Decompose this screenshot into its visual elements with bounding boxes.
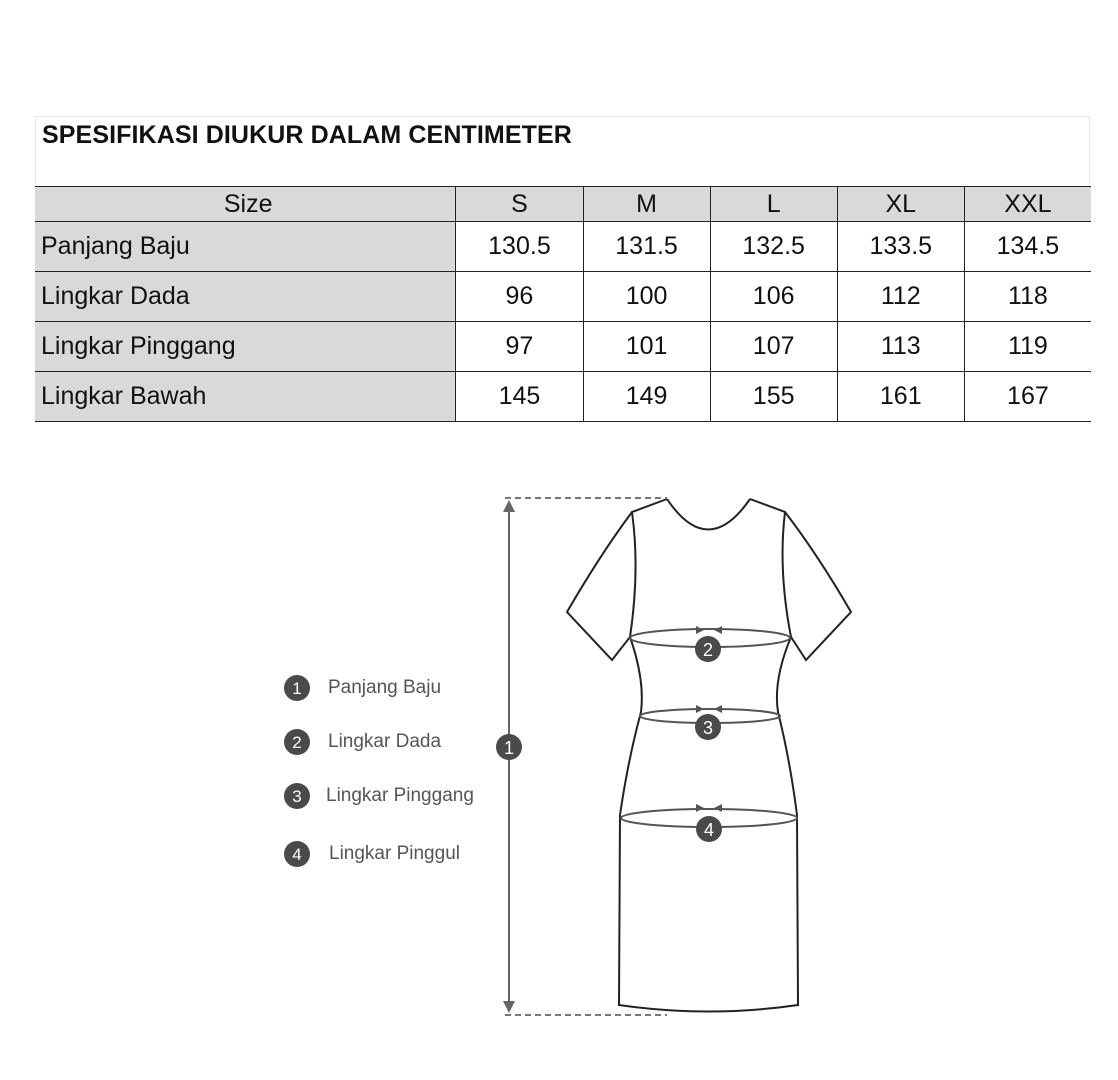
header-s: S [456,187,583,222]
cell: 100 [583,272,710,322]
cell: 113 [837,322,964,372]
legend-markers [284,675,310,867]
legend-label-3: Lingkar Pinggang [326,785,474,806]
dress-outline [567,499,851,1012]
row-label: Lingkar Pinggang [35,322,456,372]
header-l: L [710,187,837,222]
row-label: Lingkar Dada [35,272,456,322]
cell: 161 [837,372,964,422]
cell: 96 [456,272,583,322]
header-xl: XL [837,187,964,222]
legend-num-2: 2 [292,733,302,752]
legend-label-1: Panjang Baju [328,677,442,698]
cell: 134.5 [964,222,1091,272]
marker-3: 3 [702,718,714,738]
legend-label-4: Lingkar Pinggul [329,843,460,864]
diagram-markers [496,636,722,842]
cell: 133.5 [837,222,964,272]
header-size: Size [35,187,456,222]
header-m: M [583,187,710,222]
cell: 101 [583,322,710,372]
cell: 149 [583,372,710,422]
header-xxl: XXL [964,187,1091,222]
marker-1: 1 [503,738,515,758]
length-arrow [503,498,667,1015]
marker-2: 2 [702,640,714,660]
cell: 118 [964,272,1091,322]
cell: 119 [964,322,1091,372]
cell: 145 [456,372,583,422]
cell: 112 [837,272,964,322]
legend-num-4: 4 [292,845,302,864]
legend-num-3: 3 [292,787,302,806]
cell: 155 [710,372,837,422]
cell: 97 [456,322,583,372]
legend-label-2: Lingkar Dada [328,731,442,752]
cell: 131.5 [583,222,710,272]
cell: 106 [710,272,837,322]
cell: 130.5 [456,222,583,272]
cell: 107 [710,322,837,372]
row-label: Panjang Baju [35,222,456,272]
page-title: SPESIFIKASI DIUKUR DALAM CENTIMETER [42,121,572,149]
marker-4: 4 [703,820,715,840]
legend-num-1: 1 [292,679,302,698]
cell: 132.5 [710,222,837,272]
cell: 167 [964,372,1091,422]
row-label: Lingkar Bawah [35,372,456,422]
